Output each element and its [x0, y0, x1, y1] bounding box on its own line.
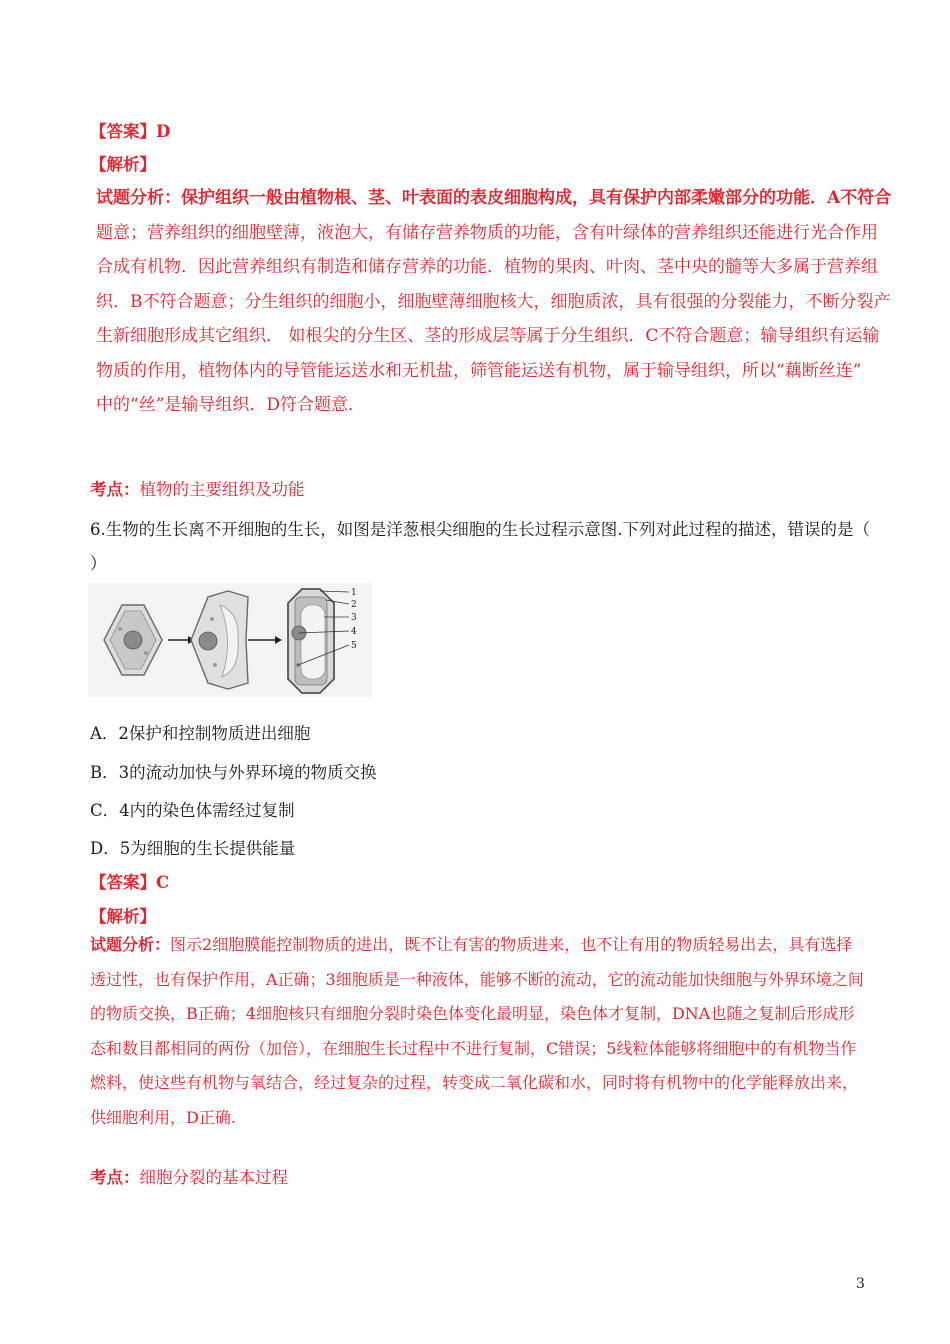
q6-answer-value: C — [156, 873, 170, 892]
q5-answer — [90, 118, 170, 142]
q5-kaodian-value: 植物的主要组织及功能 — [139, 480, 305, 499]
q6-analysis-line: 的物质交换，B正确；4细胞核只有细胞分裂时染色体变化最明显，染色体才复制，DNA也随之复制后形成形 — [90, 1004, 855, 1023]
q5-analysis-line: 生新细胞形成其它组织． 如根尖的分生区、茎的形成层等属于分生组织．C不符合题意；输导组织有运输 — [96, 326, 880, 346]
q6-analysis-prefix: 试题分析： — [90, 935, 171, 954]
q6-analysis-line — [90, 928, 864, 963]
q6-stem-line-1: 6.生物的生长离不开细胞的生长，如图是洋葱根尖细胞的生长过程示意图.下列对此过程的描述，错误的是（ — [90, 520, 870, 539]
q6-option-b: B．3的流动加快与外界环境的物质交换 — [90, 763, 377, 782]
small-cell-nucleus — [124, 631, 142, 649]
q5-analysis-text — [96, 181, 891, 423]
q6-option-d: D．5为细胞的生长提供能量 — [90, 839, 296, 858]
q5-analysis-line: 中的“丝”是输导组织．D符合题意． — [96, 395, 366, 415]
figure-label-2: 2 — [351, 600, 357, 610]
q6-kaodian-value: 细胞分裂的基本过程 — [139, 1168, 288, 1187]
medium-cell-nucleus — [199, 632, 217, 650]
q6-analysis-line: 供细胞利用，D正确. — [90, 1107, 236, 1127]
q5-analysis-line-1: 试题分析：保护组织一般由植物根、茎、叶表面的表皮细胞构成，具有保护内部柔嫩部分的功能．A不符合 — [96, 188, 892, 208]
small-cell-vacuole — [118, 627, 122, 631]
q5-kaodian — [90, 476, 305, 500]
medium-cell-organelle — [210, 617, 214, 621]
q5-analysis-label: 【解析】 — [90, 155, 156, 174]
medium-cell-organelle — [213, 663, 217, 667]
q5-kaodian-label: 考点： — [90, 480, 140, 499]
mature-cell-vacuole — [301, 605, 325, 679]
q6-answer-label: 【答案】 — [90, 873, 156, 892]
pointer-line-1 — [320, 591, 349, 592]
q6-stem-line-2: ） — [90, 554, 107, 573]
q5-answer-label: 【答案】 — [90, 122, 156, 141]
q5-answer-value: D — [156, 122, 171, 141]
figure-label-4: 4 — [351, 627, 357, 637]
figure-label-5: 5 — [351, 641, 357, 651]
figure-label-1: 1 — [351, 588, 357, 598]
q6-kaodian-label: 考点： — [90, 1168, 140, 1187]
small-cell-vacuole — [144, 651, 148, 655]
q6-analysis-text — [90, 928, 864, 1135]
q5-analysis-line: 织．B不符合题意；分生组织的细胞小，细胞壁薄细胞核大，细胞质浓，具有很强的分裂能力，不断分裂产 — [96, 291, 891, 312]
q6-analysis-line: 透过性，也有保护作用，A正确；3细胞质是一种液体，能够不断的流动，它的流动能加快细胞与外界环境之间 — [90, 969, 864, 989]
q6-analysis-line: 态和数目都相同的两份（加倍），在细胞生长过程中不进行复制，C错误；5线粒体能够将细胞中的有机物当作 — [90, 1038, 857, 1058]
page-number: 3 — [856, 1276, 865, 1292]
q5-analysis-line: 物质的作用，植物体内的导管能运送水和无机盐，筛管能运送有机物，属于输导组织，所以“藕断丝连” — [96, 360, 862, 381]
q6-analysis-label: 【解析】 — [90, 907, 156, 926]
q6-option-a: A．2保护和控制物质进出细胞 — [90, 724, 311, 743]
figure-label-3: 3 — [351, 613, 357, 623]
q5-analysis-line: 合成有机物．因此营养组织有制造和储存营养的功能．植物的果肉、叶肉、茎中央的髓等大多属于营养组 — [96, 257, 878, 277]
q6-kaodian — [90, 1164, 288, 1188]
q6-analysis-line: 燃料，使这些有机物与氧结合，经过复杂的过程，转变成二氧化碳和水，同时将有机物中的化学能释放出来， — [90, 1073, 859, 1092]
arrow-head-icon — [275, 636, 282, 644]
q5-analysis-line: 题意；营养组织的细胞壁薄，液泡大，有储存营养物质的功能，含有叶绿体的营养组织还能进行光合作用 — [96, 222, 878, 243]
cell-growth-diagram — [88, 583, 372, 697]
q6-answer — [90, 869, 169, 893]
q6-option-c: C．4内的染色体需经过复制 — [90, 801, 295, 820]
cell-growth-figure — [88, 583, 372, 697]
q6-analysis-line-1: 图示2细胞膜能控制物质的进出，既不让有害的物质进来，也不让有用的物质轻易出去，具有选择 — [170, 935, 853, 954]
q5-analysis-line — [96, 181, 891, 216]
